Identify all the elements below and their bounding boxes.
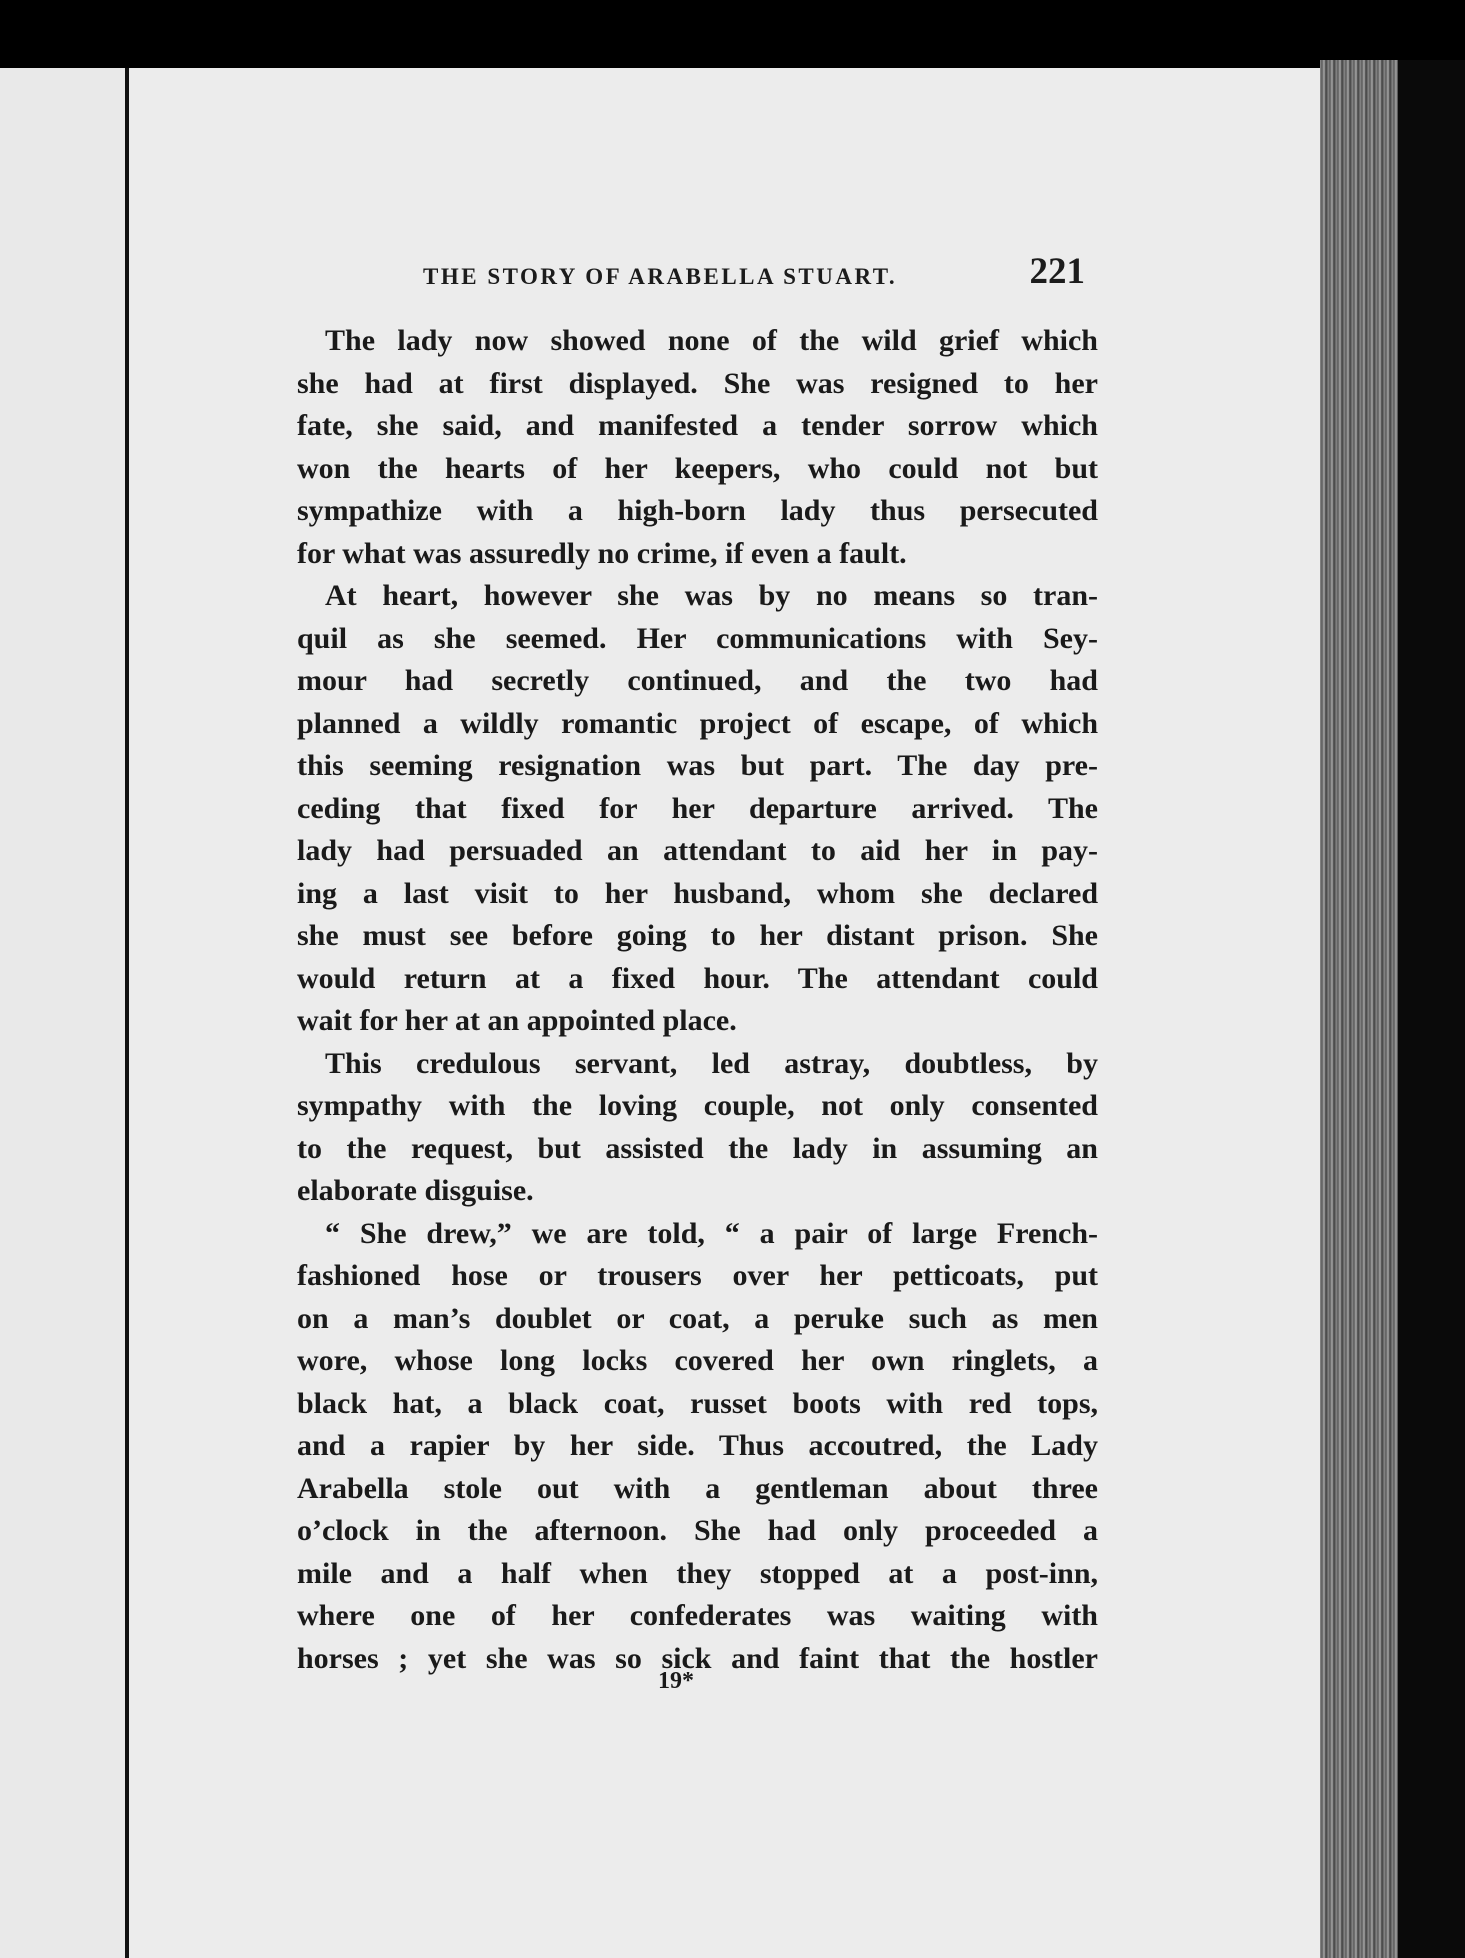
text-line: horses ; yet she was so sick and faint that the hostler bbox=[297, 1641, 1098, 1675]
scan-edge-shadow bbox=[1398, 60, 1465, 1958]
body-text bbox=[297, 320, 1098, 1680]
text-line: mour had secretly continued, and the two had bbox=[297, 664, 1098, 697]
text-line: fashioned hose or trousers over her petticoats, put bbox=[297, 1259, 1098, 1292]
text-line: wore, whose long locks covered her own ringlets, a bbox=[297, 1344, 1098, 1377]
text-line: planned a wildly romantic project of escape, of which bbox=[297, 706, 1098, 740]
text-line: This credulous servant, led astray, doubtless, by bbox=[325, 1046, 1098, 1080]
text-line: At heart, however she was by no means so tran- bbox=[325, 579, 1098, 612]
text-line: ceding that fixed for her departure arrived. The bbox=[297, 791, 1098, 825]
page-block-edges bbox=[1320, 60, 1400, 1958]
text-line: black hat, a black coat, russet boots with red tops, bbox=[297, 1386, 1098, 1420]
signature-mark: 19* bbox=[658, 1668, 694, 1694]
text-line: ing a last visit to her husband, whom she declared bbox=[297, 876, 1098, 910]
text-line: she had at first displayed. She was resigned to her bbox=[297, 366, 1098, 400]
running-head bbox=[297, 250, 1092, 300]
text-line: where one of her confederates was waiting with bbox=[297, 1599, 1098, 1632]
text-line: for what was assuredly no crime, if even a fault. bbox=[297, 536, 907, 570]
text-line: on a man’s doublet or coat, a peruke such as men bbox=[297, 1301, 1098, 1335]
text-line: “ She drew,” we are told, “ a pair of large French- bbox=[325, 1216, 1098, 1250]
text-line: sympathize with a high-born lady thus persecuted bbox=[297, 494, 1098, 527]
text-line: o’clock in the afternoon. She had only proceeded a bbox=[297, 1514, 1098, 1547]
text-line: to the request, but assisted the lady in assuming an bbox=[297, 1131, 1098, 1165]
text-line: and a rapier by her side. Thus accoutred, the Lady bbox=[297, 1429, 1098, 1462]
text-line: quil as she seemed. Her communications with Sey- bbox=[297, 621, 1098, 655]
text-line: wait for her at an appointed place. bbox=[297, 1004, 737, 1037]
text-line: she must see before going to her distant prison. She bbox=[297, 919, 1098, 952]
text-line: won the hearts of her keepers, who could not but bbox=[297, 451, 1098, 485]
facing-page-edge bbox=[0, 68, 128, 1958]
text-line: Arabella stole out with a gentleman about three bbox=[297, 1471, 1098, 1505]
text-line: this seeming resignation was but part. The day pre- bbox=[297, 749, 1098, 782]
page-number: 221 bbox=[1029, 251, 1085, 292]
text-line: elaborate disguise. bbox=[297, 1174, 534, 1207]
text-line: The lady now showed none of the wild grief which bbox=[325, 324, 1098, 357]
running-title: THE STORY OF ARABELLA STUART. bbox=[423, 264, 898, 289]
text-line: lady had persuaded an attendant to aid her in pay- bbox=[297, 834, 1098, 867]
text-line: sympathy with the loving couple, not only consented bbox=[297, 1089, 1098, 1122]
text-line: mile and a half when they stopped at a post-inn, bbox=[297, 1556, 1098, 1590]
text-line: would return at a fixed hour. The attendant could bbox=[297, 961, 1098, 995]
text-line: fate, she said, and manifested a tender sorrow which bbox=[297, 409, 1098, 442]
